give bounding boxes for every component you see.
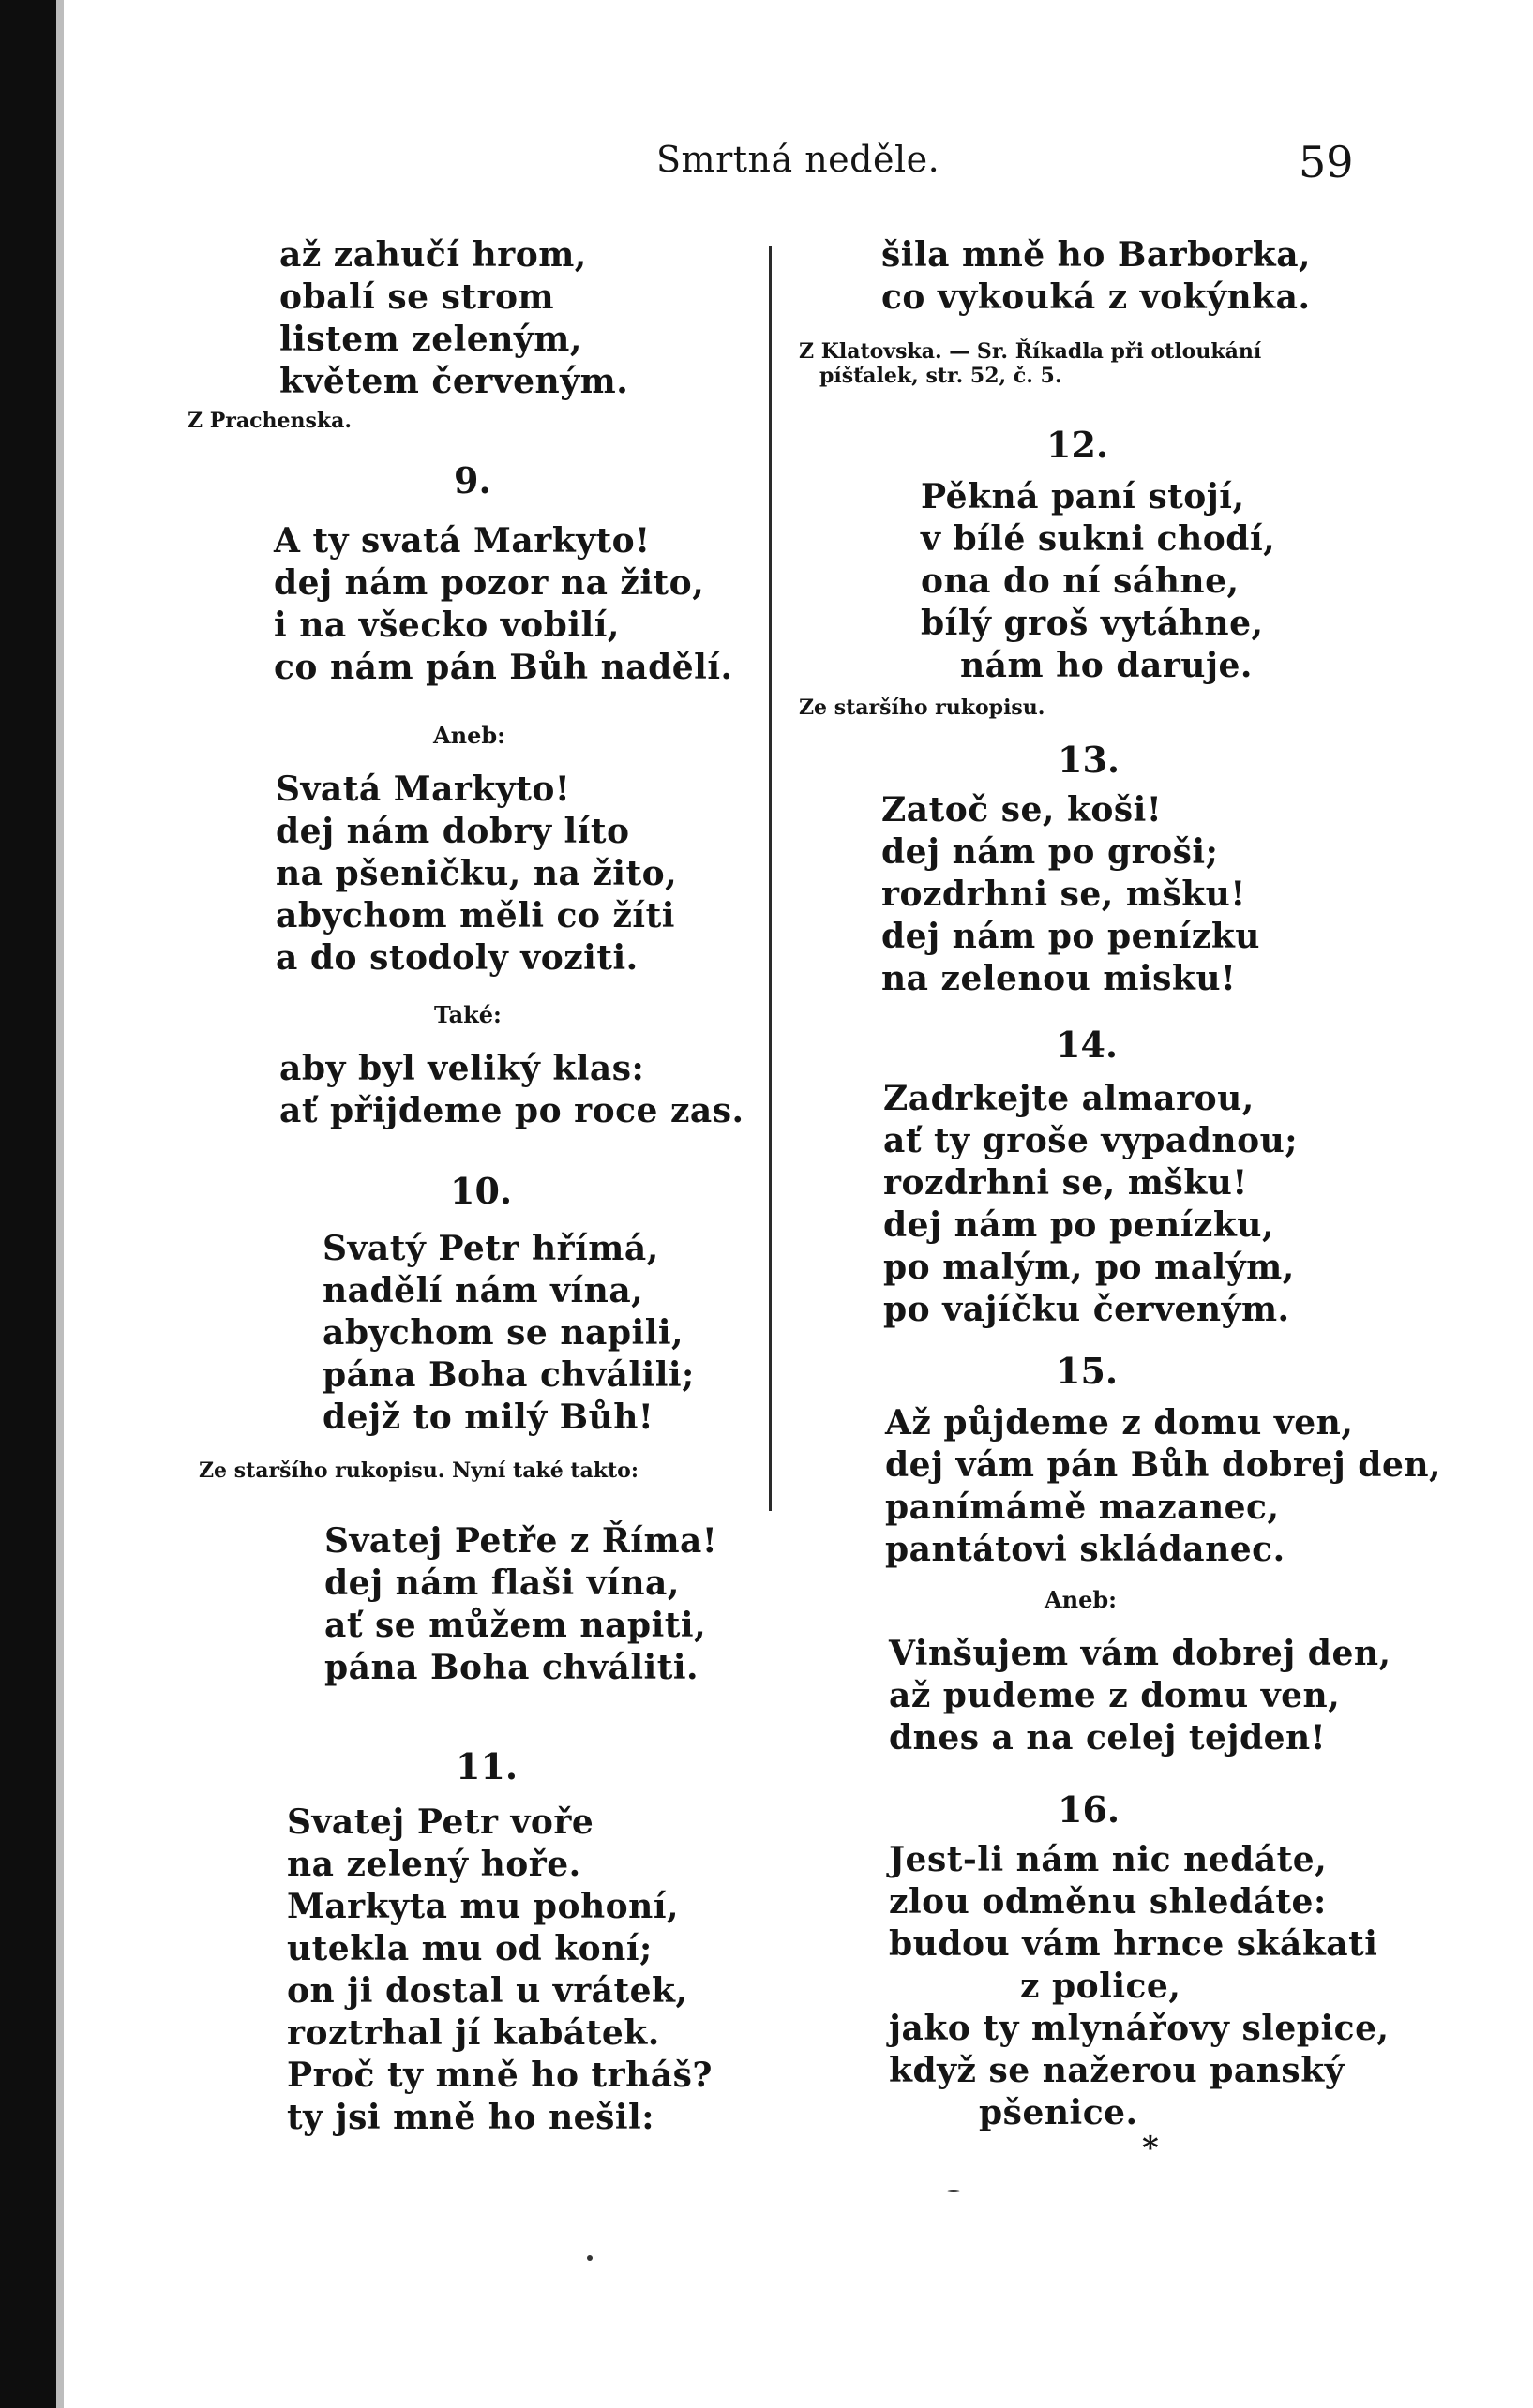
verse-line: Markyta mu pohoní, bbox=[287, 1887, 680, 1926]
page-number: 59 bbox=[1299, 137, 1354, 187]
poem-number-13: 13. bbox=[1058, 739, 1120, 781]
verse-14 bbox=[883, 1078, 1298, 1331]
source-line: Z Klatovska. — Sr. Říkadla při otloukání bbox=[799, 339, 1262, 364]
aneb-label: Aneb: bbox=[1045, 1586, 1117, 1613]
verse-line: dej nám dobry líto bbox=[276, 812, 630, 851]
verse-11-end bbox=[881, 234, 1311, 319]
verse-16 bbox=[889, 1839, 1390, 2134]
verse-line: Svatej Petr voře bbox=[287, 1802, 594, 1842]
verse-line: rozdrhni se, mšku! bbox=[883, 1163, 1248, 1203]
verse-line: nadělí nám vína, bbox=[323, 1271, 644, 1310]
verse-line: na pšeničku, na žito, bbox=[276, 854, 678, 893]
verse-line: pšenice. bbox=[979, 2093, 1138, 2132]
poem-number-11: 11. bbox=[456, 1745, 519, 1787]
verse-line: abychom se napili, bbox=[323, 1313, 684, 1353]
verse-15a bbox=[885, 1402, 1441, 1571]
source-line: píšťalek, str. 52, č. 5. bbox=[819, 364, 1062, 388]
verse-line: Vinšujem vám dobrej den, bbox=[889, 1634, 1391, 1673]
verse-9b bbox=[276, 769, 677, 980]
verse-line: dej nám po penízku bbox=[881, 917, 1260, 956]
verse-9c bbox=[279, 1048, 744, 1132]
verse-line: Až půjdeme z domu ven, bbox=[885, 1403, 1354, 1443]
take-label: Také: bbox=[434, 1001, 502, 1028]
page-title: Smrtná neděle. bbox=[656, 139, 940, 180]
source-note-8: Z Prachenska. bbox=[188, 409, 353, 433]
verse-line: v bílé sukni chodí, bbox=[921, 519, 1276, 559]
poem-number-14: 14. bbox=[1056, 1024, 1119, 1066]
scan-speck bbox=[947, 2190, 960, 2192]
verse-line: co nám pán Bůh nadělí. bbox=[274, 648, 733, 687]
aneb-label: Aneb: bbox=[433, 722, 505, 749]
poem-number-9: 9. bbox=[454, 459, 491, 501]
verse-line: dej nám pozor na žito, bbox=[274, 563, 705, 603]
verse-13 bbox=[881, 789, 1260, 1000]
verse-line: až pudeme z domu ven, bbox=[889, 1676, 1341, 1715]
asterisk-mark: * bbox=[1142, 2130, 1159, 2167]
verse-line: aby byl veliký klas: bbox=[279, 1049, 645, 1088]
verse-line: zlou odměnu shledáte: bbox=[889, 1882, 1327, 1922]
verse-line: dejž to milý Bůh! bbox=[323, 1398, 654, 1437]
verse-line: obalí se strom bbox=[279, 277, 555, 317]
verse-line: jako ty mlynářovy slepice, bbox=[889, 2009, 1390, 2048]
verse-line: utekla mu od koní; bbox=[287, 1929, 653, 1968]
verse-line: nám ho daruje. bbox=[960, 646, 1253, 685]
verse-12 bbox=[921, 476, 1275, 687]
verse-line: ať se můžem napiti, bbox=[324, 1606, 707, 1645]
verse-line: Zadrkejte almarou, bbox=[883, 1079, 1255, 1118]
verse-line: když se nažerou panský bbox=[889, 2051, 1345, 2090]
verse-line: ať ty groše vypadnou; bbox=[883, 1121, 1299, 1160]
verse-line: Proč ty mně ho trháš? bbox=[287, 2056, 713, 2095]
verse-line: a do stodoly voziti. bbox=[276, 938, 639, 978]
verse-line: na zelený hoře. bbox=[287, 1845, 581, 1884]
verse-15b bbox=[889, 1633, 1391, 1759]
poem-number-15: 15. bbox=[1056, 1350, 1119, 1392]
verse-line: pantátovi skládanec. bbox=[885, 1530, 1285, 1569]
verse-line: po vajíčku červeným. bbox=[883, 1290, 1290, 1329]
verse-line: ať přijdeme po roce zas. bbox=[279, 1091, 744, 1130]
scan-margin-edge bbox=[0, 0, 56, 2408]
verse-line: pána Boha chválili; bbox=[323, 1355, 695, 1395]
verse-line: i na všecko vobilí, bbox=[274, 606, 620, 645]
verse-line: dej nám flaši vína, bbox=[324, 1563, 680, 1603]
source-note-10: Ze staršího rukopisu. Nyní také takto: bbox=[199, 1458, 639, 1483]
verse-line: šila mně ho Barborka, bbox=[881, 235, 1312, 275]
verse-line: květem červeným. bbox=[279, 362, 629, 401]
verse-line: z police, bbox=[1020, 1967, 1181, 2006]
verse-line: ona do ní sáhne, bbox=[921, 561, 1240, 601]
source-note-12: Ze staršího rukopisu. bbox=[799, 695, 1045, 720]
verse-line: až zahučí hrom, bbox=[279, 235, 587, 275]
verse-line: listem zeleným, bbox=[279, 320, 582, 359]
verse-line: dnes a na celej tejden! bbox=[889, 1718, 1327, 1757]
scan-margin-shadow bbox=[56, 0, 64, 2408]
verse-line: Svatý Petr hřímá, bbox=[323, 1229, 659, 1268]
verse-line: A ty svatá Markyto! bbox=[274, 521, 651, 561]
verse-line: Svatá Markyto! bbox=[276, 770, 571, 809]
verse-line: pána Boha chváliti. bbox=[324, 1648, 699, 1687]
verse-line: budou vám hrnce skákati bbox=[889, 1924, 1378, 1964]
verse-line: po malým, po malým, bbox=[883, 1248, 1295, 1287]
verse-line: Svatej Petře z Říma! bbox=[324, 1521, 718, 1561]
verse-line: ty jsi mně ho nešil: bbox=[287, 2098, 654, 2137]
verse-line: Zatoč se, koši! bbox=[881, 790, 1163, 830]
column-divider bbox=[769, 246, 772, 1511]
poem-number-16: 16. bbox=[1058, 1788, 1120, 1831]
verse-line: Jest-li nám nic nedáte, bbox=[889, 1840, 1328, 1879]
verse-line: bílý groš vytáhne, bbox=[921, 604, 1264, 643]
source-note-11 bbox=[799, 339, 1261, 388]
verse-11 bbox=[287, 1802, 713, 2139]
verse-line: dej vám pán Bůh dobrej den, bbox=[885, 1445, 1442, 1485]
poem-number-10: 10. bbox=[450, 1170, 513, 1212]
scan-speck bbox=[587, 2255, 593, 2261]
verse-line: abychom měli co žíti bbox=[276, 896, 675, 935]
verse-line: dej nám po groši; bbox=[881, 832, 1219, 872]
verse-line: na zelenou misku! bbox=[881, 959, 1237, 998]
verse-line: Pěkná paní stojí, bbox=[921, 477, 1245, 516]
poem-number-12: 12. bbox=[1046, 424, 1109, 466]
verse-9a bbox=[274, 520, 733, 689]
verse-line: co vykouká z vokýnka. bbox=[881, 277, 1311, 317]
verse-line: rozdrhni se, mšku! bbox=[881, 875, 1246, 914]
verse-10b bbox=[324, 1520, 717, 1689]
verse-line: roztrhal jí kabátek. bbox=[287, 2013, 660, 2053]
verse-10a bbox=[323, 1228, 695, 1439]
verse-line: panímámě mazanec, bbox=[885, 1488, 1280, 1527]
verse-8-end bbox=[279, 234, 628, 403]
verse-line: on ji dostal u vrátek, bbox=[287, 1971, 688, 2011]
verse-line: dej nám po penízku, bbox=[883, 1205, 1274, 1245]
